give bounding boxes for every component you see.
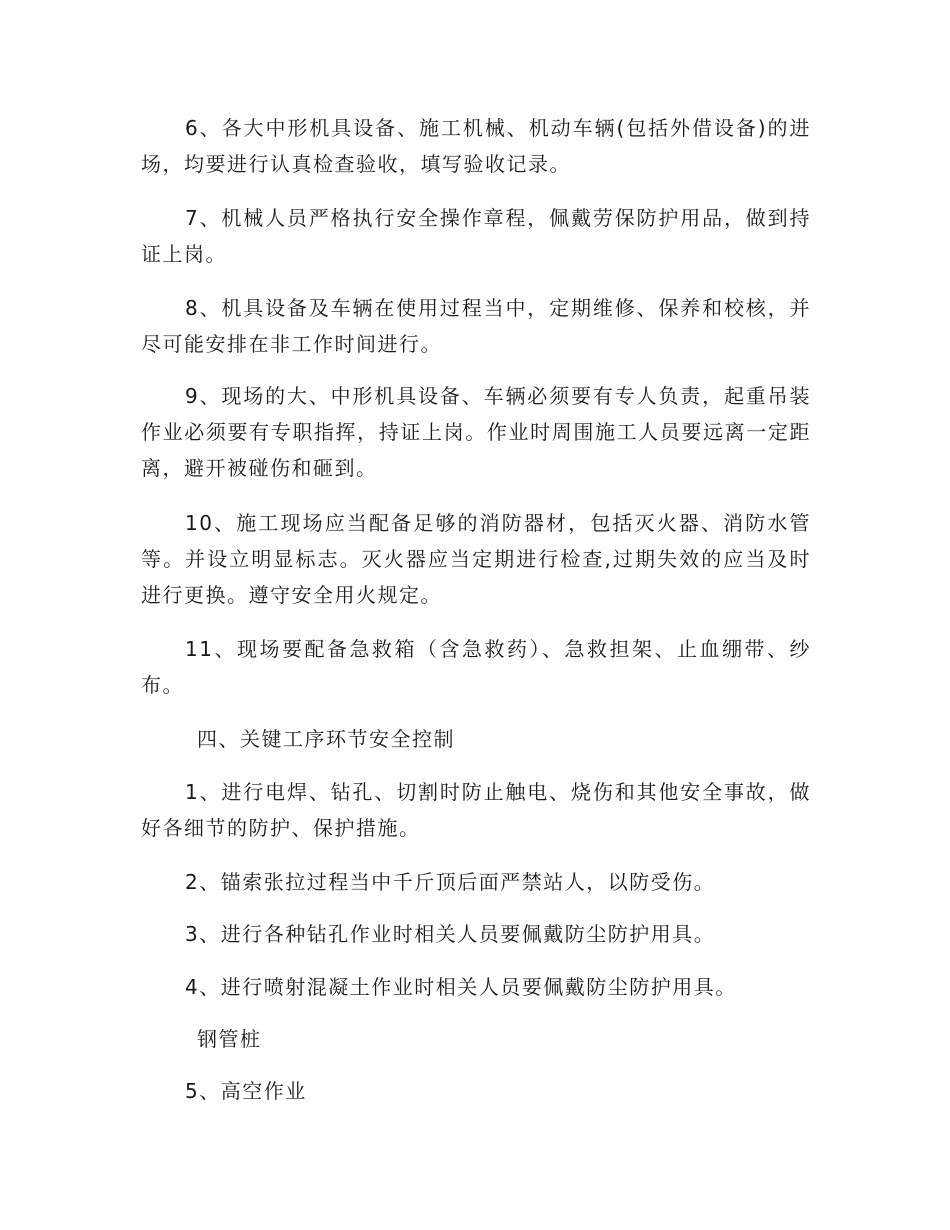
paragraph-item-10: 10、施工现场应当配备足够的消防器材，包括灭火器、消防水管等。并设立明显标志。灭火器应当定期进行检查,过期失效的应当及时进行更换。遵守安全用火规定。 — [141, 511, 811, 607]
paragraph-item-6: 6、各大中形机具设备、施工机械、机动车辆(包括外借设备)的进场，均要进行认真检查验收，填写验收记录。 — [141, 116, 811, 176]
paragraph-item-9: 9、现场的大、中形机具设备、车辆必须要有专人负责，起重吊装作业必须要有专职指挥，持证上岗。作业时周围施工人员要远离一定距离，避开被碰伤和砸到。 — [141, 384, 811, 480]
subheading: 钢管桩 — [197, 1027, 262, 1051]
section-item-3: 3、进行各种钻孔作业时相关人员要佩戴防尘防护用具。 — [185, 922, 716, 946]
paragraph-item-11: 11、现场要配备急救箱（含急救药）、急救担架、止血绷带、纱布。 — [141, 637, 811, 697]
section-item-4: 4、进行喷射混凝土作业时相关人员要佩戴防尘防护用具。 — [185, 975, 737, 999]
last-item: 5、高空作业 — [185, 1079, 307, 1103]
section-heading: 四、关键工序环节安全控制 — [197, 727, 455, 751]
section-item-1: 1、进行电焊、钻孔、切割时防止触电、烧伤和其他安全事故，做好各细节的防护、保护措施。 — [141, 780, 811, 840]
section-item-2: 2、锚索张拉过程当中千斤顶后面严禁站人，以防受伤。 — [185, 870, 716, 894]
paragraph-item-8: 8、机具设备及车辆在使用过程当中，定期维修、保养和校核，并尽可能安排在非工作时间进行。 — [141, 296, 811, 356]
paragraph-item-7: 7、机械人员严格执行安全操作章程，佩戴劳保防护用品，做到持证上岗。 — [141, 206, 811, 266]
